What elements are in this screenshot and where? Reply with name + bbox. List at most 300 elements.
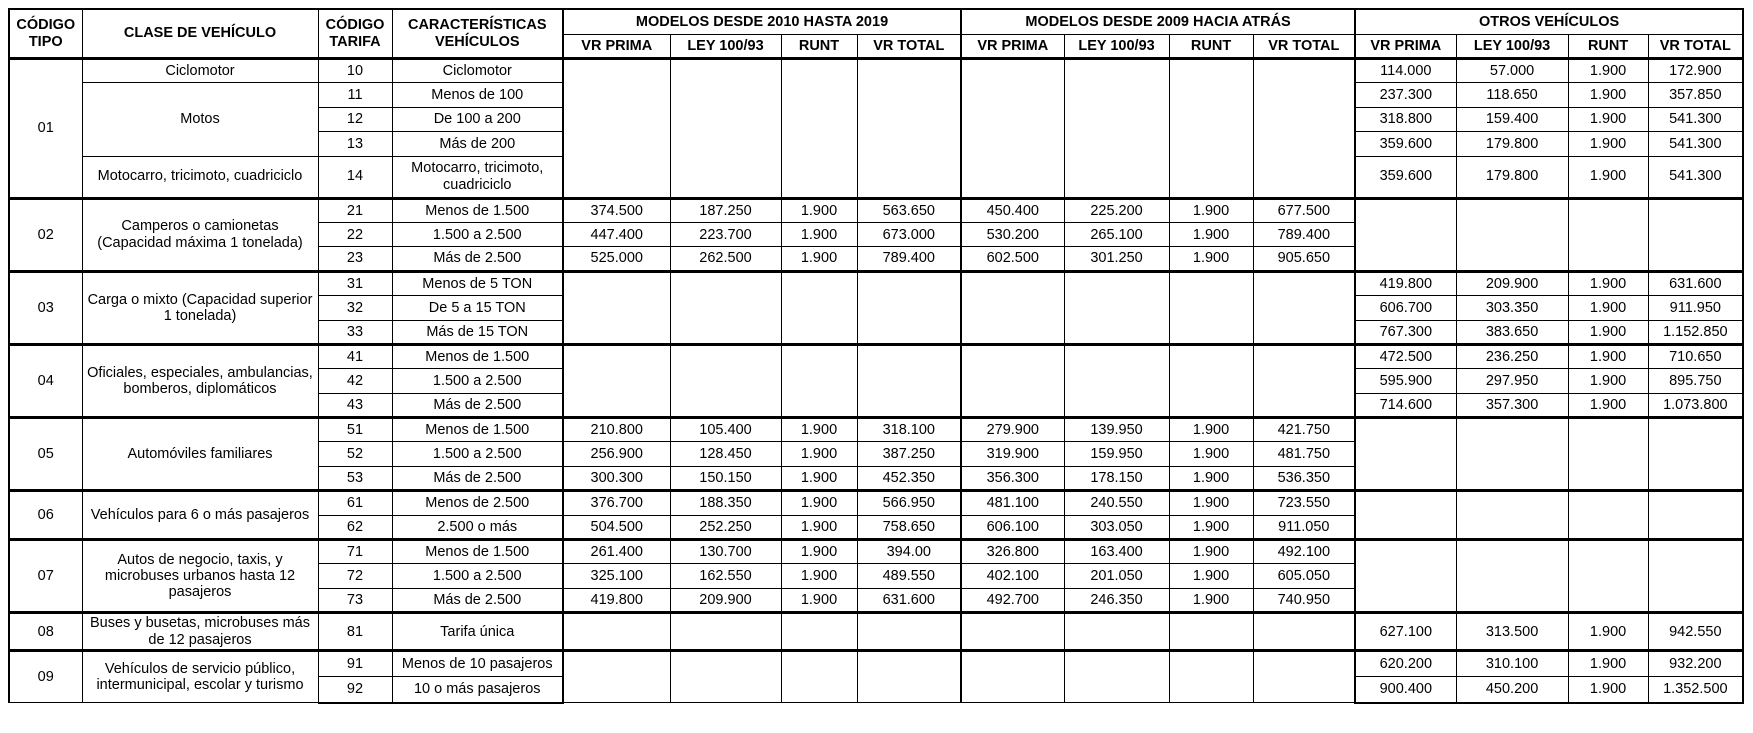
empty-2009-cell xyxy=(1064,613,1169,651)
caracteristica-cell: Menos de 1.500 xyxy=(392,344,563,368)
empty-2010-cell xyxy=(670,651,781,703)
codigo-tarifa-cell: 72 xyxy=(318,564,392,588)
value-otros-ley-100-93-cell: 159.400 xyxy=(1456,107,1568,131)
value-otros-ley-100-93-cell: 450.200 xyxy=(1456,677,1568,703)
empty-2009-cell xyxy=(1169,271,1253,344)
codigo-tarifa-cell: 22 xyxy=(318,222,392,246)
empty-2009-cell xyxy=(1169,613,1253,651)
caracteristica-cell: 1.500 a 2.500 xyxy=(392,564,563,588)
value-otros-vr-prima-cell: 767.300 xyxy=(1355,320,1456,344)
subheader-otros-ley-100-93: LEY 100/93 xyxy=(1456,35,1568,59)
value-otros-vr-prima-cell: 359.600 xyxy=(1355,132,1456,156)
value-otros-vr-total-cell: 541.300 xyxy=(1648,156,1743,198)
value-otros-vr-total-cell: 357.850 xyxy=(1648,83,1743,107)
empty-2010-cell xyxy=(857,613,961,651)
empty-2009-cell xyxy=(961,59,1064,199)
empty-2009-cell xyxy=(961,651,1064,703)
subheader-otros-runt: RUNT xyxy=(1568,35,1648,59)
codigo-tarifa-cell: 51 xyxy=(318,418,392,442)
header-group-otros: OTROS VEHÍCULOS xyxy=(1355,9,1743,35)
codigo-tarifa-cell: 61 xyxy=(318,491,392,515)
clase-vehiculo-cell: Vehículos para 6 o más pasajeros xyxy=(82,491,318,540)
value-2010-ley-100-93-cell: 128.450 xyxy=(670,442,781,466)
codigo-tarifa-cell: 32 xyxy=(318,296,392,320)
value-otros-ley-100-93-cell: 236.250 xyxy=(1456,344,1568,368)
value-2009-runt-cell: 1.900 xyxy=(1169,491,1253,515)
value-otros-runt-cell: 1.900 xyxy=(1568,156,1648,198)
value-2010-vr-prima-cell: 525.000 xyxy=(563,247,670,271)
caracteristica-cell: 1.500 a 2.500 xyxy=(392,222,563,246)
caracteristica-cell: Más de 2.500 xyxy=(392,588,563,612)
empty-2010-cell xyxy=(781,613,857,651)
codigo-tarifa-cell: 12 xyxy=(318,107,392,131)
empty-otros-cell xyxy=(1568,540,1648,613)
codigo-tarifa-cell: 43 xyxy=(318,393,392,417)
clase-vehiculo-cell: Camperos o camionetas (Capacidad máxima 1 tonelada) xyxy=(82,198,318,271)
value-otros-ley-100-93-cell: 118.650 xyxy=(1456,83,1568,107)
value-2010-runt-cell: 1.900 xyxy=(781,442,857,466)
value-otros-ley-100-93-cell: 179.800 xyxy=(1456,132,1568,156)
codigo-tarifa-cell: 21 xyxy=(318,198,392,222)
clase-vehiculo-cell: Carga o mixto (Capacidad superior 1 tonelada) xyxy=(82,271,318,344)
caracteristica-cell: Menos de 1.500 xyxy=(392,198,563,222)
value-otros-vr-total-cell: 895.750 xyxy=(1648,369,1743,393)
clase-vehiculo-cell: Vehículos de servicio público, intermunicipal, escolar y turismo xyxy=(82,651,318,703)
caracteristica-cell: De 100 a 200 xyxy=(392,107,563,131)
value-otros-vr-prima-cell: 714.600 xyxy=(1355,393,1456,417)
value-2010-ley-100-93-cell: 188.350 xyxy=(670,491,781,515)
value-2010-vr-total-cell: 789.400 xyxy=(857,247,961,271)
caracteristica-cell: Más de 2.500 xyxy=(392,466,563,490)
subheader-2009-runt: RUNT xyxy=(1169,35,1253,59)
codigo-tipo-cell: 05 xyxy=(9,418,82,491)
empty-otros-cell xyxy=(1456,418,1568,491)
clase-vehiculo-cell: Ciclomotor xyxy=(82,59,318,83)
value-2010-vr-total-cell: 673.000 xyxy=(857,222,961,246)
value-2009-runt-cell: 1.900 xyxy=(1169,564,1253,588)
header-clase-vehiculo: CLASE DE VEHÍCULO xyxy=(82,9,318,59)
value-otros-vr-prima-cell: 900.400 xyxy=(1355,677,1456,703)
value-otros-vr-total-cell: 1.152.850 xyxy=(1648,320,1743,344)
value-2010-ley-100-93-cell: 252.250 xyxy=(670,515,781,539)
value-otros-vr-total-cell: 631.600 xyxy=(1648,271,1743,295)
value-2009-ley-100-93-cell: 225.200 xyxy=(1064,198,1169,222)
empty-2010-cell xyxy=(857,651,961,703)
caracteristica-cell: Ciclomotor xyxy=(392,59,563,83)
codigo-tipo-cell: 01 xyxy=(9,59,82,199)
empty-2010-cell xyxy=(670,344,781,417)
subheader-2010-vr-prima: VR PRIMA xyxy=(563,35,670,59)
value-2009-vr-prima-cell: 319.900 xyxy=(961,442,1064,466)
empty-otros-cell xyxy=(1456,540,1568,613)
empty-2010-cell xyxy=(781,271,857,344)
empty-2009-cell xyxy=(961,613,1064,651)
caracteristica-cell: 1.500 a 2.500 xyxy=(392,442,563,466)
value-2009-vr-total-cell: 723.550 xyxy=(1253,491,1355,515)
value-2009-vr-total-cell: 911.050 xyxy=(1253,515,1355,539)
value-otros-runt-cell: 1.900 xyxy=(1568,320,1648,344)
clase-vehiculo-cell: Automóviles familiares xyxy=(82,418,318,491)
value-otros-ley-100-93-cell: 297.950 xyxy=(1456,369,1568,393)
caracteristica-cell: Menos de 100 xyxy=(392,83,563,107)
empty-2009-cell xyxy=(1169,651,1253,703)
caracteristica-cell: 10 o más pasajeros xyxy=(392,677,563,703)
value-otros-runt-cell: 1.900 xyxy=(1568,59,1648,83)
value-2009-runt-cell: 1.900 xyxy=(1169,466,1253,490)
value-otros-vr-total-cell: 911.950 xyxy=(1648,296,1743,320)
clase-vehiculo-cell: Autos de negocio, taxis, y microbuses urbanos hasta 12 pasajeros xyxy=(82,540,318,613)
table-row xyxy=(9,59,1743,83)
codigo-tarifa-cell: 41 xyxy=(318,344,392,368)
empty-2009-cell xyxy=(1064,59,1169,199)
empty-otros-cell xyxy=(1648,491,1743,540)
codigo-tarifa-cell: 52 xyxy=(318,442,392,466)
empty-2009-cell xyxy=(1064,271,1169,344)
value-otros-ley-100-93-cell: 303.350 xyxy=(1456,296,1568,320)
value-2009-vr-prima-cell: 530.200 xyxy=(961,222,1064,246)
value-otros-vr-total-cell: 932.200 xyxy=(1648,651,1743,677)
value-2009-vr-total-cell: 481.750 xyxy=(1253,442,1355,466)
empty-2010-cell xyxy=(781,651,857,703)
empty-2010-cell xyxy=(563,613,670,651)
subheader-2009-vr-total: VR TOTAL xyxy=(1253,35,1355,59)
table-row xyxy=(9,651,1743,677)
value-2009-vr-prima-cell: 279.900 xyxy=(961,418,1064,442)
value-otros-runt-cell: 1.900 xyxy=(1568,369,1648,393)
value-otros-ley-100-93-cell: 310.100 xyxy=(1456,651,1568,677)
value-2010-vr-total-cell: 758.650 xyxy=(857,515,961,539)
codigo-tipo-cell: 04 xyxy=(9,344,82,417)
codigo-tarifa-cell: 33 xyxy=(318,320,392,344)
value-2010-vr-prima-cell: 376.700 xyxy=(563,491,670,515)
value-2010-vr-prima-cell: 256.900 xyxy=(563,442,670,466)
codigo-tarifa-cell: 71 xyxy=(318,540,392,564)
value-2009-runt-cell: 1.900 xyxy=(1169,540,1253,564)
value-otros-vr-total-cell: 172.900 xyxy=(1648,59,1743,83)
empty-2010-cell xyxy=(857,271,961,344)
value-2010-runt-cell: 1.900 xyxy=(781,198,857,222)
value-otros-ley-100-93-cell: 313.500 xyxy=(1456,613,1568,651)
codigo-tarifa-cell: 13 xyxy=(318,132,392,156)
clase-vehiculo-cell: Oficiales, especiales, ambulancias, bomberos, diplomáticos xyxy=(82,344,318,417)
value-2009-vr-prima-cell: 481.100 xyxy=(961,491,1064,515)
value-2009-vr-prima-cell: 356.300 xyxy=(961,466,1064,490)
empty-2010-cell xyxy=(670,271,781,344)
subheader-otros-vr-prima: VR PRIMA xyxy=(1355,35,1456,59)
value-otros-vr-total-cell: 1.352.500 xyxy=(1648,677,1743,703)
caracteristica-cell: Menos de 1.500 xyxy=(392,418,563,442)
value-2010-ley-100-93-cell: 162.550 xyxy=(670,564,781,588)
value-2009-runt-cell: 1.900 xyxy=(1169,442,1253,466)
value-2010-ley-100-93-cell: 262.500 xyxy=(670,247,781,271)
caracteristica-cell: Menos de 5 TON xyxy=(392,271,563,295)
value-2010-runt-cell: 1.900 xyxy=(781,564,857,588)
value-otros-vr-total-cell: 1.073.800 xyxy=(1648,393,1743,417)
value-otros-ley-100-93-cell: 357.300 xyxy=(1456,393,1568,417)
value-2009-vr-total-cell: 789.400 xyxy=(1253,222,1355,246)
value-2010-vr-total-cell: 489.550 xyxy=(857,564,961,588)
value-2010-ley-100-93-cell: 105.400 xyxy=(670,418,781,442)
empty-otros-cell xyxy=(1355,198,1456,271)
value-2009-vr-total-cell: 677.500 xyxy=(1253,198,1355,222)
value-2010-runt-cell: 1.900 xyxy=(781,540,857,564)
caracteristica-cell: Menos de 2.500 xyxy=(392,491,563,515)
value-2009-ley-100-93-cell: 246.350 xyxy=(1064,588,1169,612)
value-2010-vr-prima-cell: 374.500 xyxy=(563,198,670,222)
empty-2009-cell xyxy=(1169,59,1253,199)
value-otros-vr-prima-cell: 318.800 xyxy=(1355,107,1456,131)
value-otros-vr-total-cell: 541.300 xyxy=(1648,107,1743,131)
empty-2010-cell xyxy=(670,613,781,651)
subheader-otros-vr-total: VR TOTAL xyxy=(1648,35,1743,59)
table-row xyxy=(9,198,1743,222)
header-codigo-tipo: CÓDIGO TIPO xyxy=(9,9,82,59)
empty-otros-cell xyxy=(1456,491,1568,540)
value-2010-ley-100-93-cell: 209.900 xyxy=(670,588,781,612)
subheader-2009-vr-prima: VR PRIMA xyxy=(961,35,1064,59)
value-2009-vr-total-cell: 740.950 xyxy=(1253,588,1355,612)
value-2009-vr-prima-cell: 492.700 xyxy=(961,588,1064,612)
empty-2010-cell xyxy=(563,651,670,703)
table-row xyxy=(9,540,1743,564)
value-otros-ley-100-93-cell: 209.900 xyxy=(1456,271,1568,295)
header-group-2009-atras: MODELOS DESDE 2009 HACIA ATRÁS xyxy=(961,9,1355,35)
value-otros-vr-prima-cell: 606.700 xyxy=(1355,296,1456,320)
caracteristica-cell: 2.500 o más xyxy=(392,515,563,539)
empty-2010-cell xyxy=(857,59,961,199)
value-2010-vr-prima-cell: 300.300 xyxy=(563,466,670,490)
value-otros-runt-cell: 1.900 xyxy=(1568,677,1648,703)
codigo-tarifa-cell: 11 xyxy=(318,83,392,107)
table-row xyxy=(9,613,1743,651)
empty-2009-cell xyxy=(1253,59,1355,199)
value-2009-runt-cell: 1.900 xyxy=(1169,247,1253,271)
clase-vehiculo-cell: Motos xyxy=(82,83,318,156)
header-caracteristicas: CARACTERÍSTICAS VEHÍCULOS xyxy=(392,9,563,59)
empty-2009-cell xyxy=(1064,651,1169,703)
value-2010-vr-total-cell: 631.600 xyxy=(857,588,961,612)
empty-2010-cell xyxy=(781,344,857,417)
value-otros-vr-prima-cell: 595.900 xyxy=(1355,369,1456,393)
codigo-tipo-cell: 08 xyxy=(9,613,82,651)
value-otros-vr-prima-cell: 472.500 xyxy=(1355,344,1456,368)
value-2010-vr-prima-cell: 447.400 xyxy=(563,222,670,246)
value-2010-vr-prima-cell: 261.400 xyxy=(563,540,670,564)
value-otros-runt-cell: 1.900 xyxy=(1568,613,1648,651)
empty-otros-cell xyxy=(1568,491,1648,540)
value-2009-vr-total-cell: 421.750 xyxy=(1253,418,1355,442)
clase-vehiculo-cell: Motocarro, tricimoto, cuadriciclo xyxy=(82,156,318,198)
value-2010-vr-total-cell: 563.650 xyxy=(857,198,961,222)
value-otros-runt-cell: 1.900 xyxy=(1568,83,1648,107)
value-otros-runt-cell: 1.900 xyxy=(1568,107,1648,131)
caracteristica-cell: Motocarro, tricimoto, cuadriciclo xyxy=(392,156,563,198)
caracteristica-cell: Más de 2.500 xyxy=(392,247,563,271)
value-2009-vr-prima-cell: 402.100 xyxy=(961,564,1064,588)
value-otros-vr-total-cell: 942.550 xyxy=(1648,613,1743,651)
codigo-tarifa-cell: 42 xyxy=(318,369,392,393)
value-otros-runt-cell: 1.900 xyxy=(1568,344,1648,368)
value-otros-runt-cell: 1.900 xyxy=(1568,651,1648,677)
caracteristica-cell: 1.500 a 2.500 xyxy=(392,369,563,393)
value-2010-ley-100-93-cell: 150.150 xyxy=(670,466,781,490)
value-otros-runt-cell: 1.900 xyxy=(1568,271,1648,295)
soat-tariff-table xyxy=(8,8,1744,704)
empty-otros-cell xyxy=(1456,198,1568,271)
subheader-2010-ley-100-93: LEY 100/93 xyxy=(670,35,781,59)
value-2010-runt-cell: 1.900 xyxy=(781,588,857,612)
value-2010-ley-100-93-cell: 130.700 xyxy=(670,540,781,564)
clase-vehiculo-cell: Buses y busetas, microbuses más de 12 pasajeros xyxy=(82,613,318,651)
empty-otros-cell xyxy=(1355,540,1456,613)
empty-2009-cell xyxy=(1253,651,1355,703)
value-2009-vr-prima-cell: 326.800 xyxy=(961,540,1064,564)
value-2009-runt-cell: 1.900 xyxy=(1169,198,1253,222)
value-2009-vr-prima-cell: 606.100 xyxy=(961,515,1064,539)
value-2010-runt-cell: 1.900 xyxy=(781,247,857,271)
codigo-tarifa-cell: 14 xyxy=(318,156,392,198)
value-2009-vr-prima-cell: 450.400 xyxy=(961,198,1064,222)
empty-otros-cell xyxy=(1568,198,1648,271)
caracteristica-cell: Más de 15 TON xyxy=(392,320,563,344)
empty-2010-cell xyxy=(563,59,670,199)
value-2009-ley-100-93-cell: 265.100 xyxy=(1064,222,1169,246)
empty-2009-cell xyxy=(1169,344,1253,417)
value-2009-ley-100-93-cell: 201.050 xyxy=(1064,564,1169,588)
table-row xyxy=(9,491,1743,515)
codigo-tarifa-cell: 31 xyxy=(318,271,392,295)
value-2010-vr-total-cell: 394.00 xyxy=(857,540,961,564)
codigo-tarifa-cell: 73 xyxy=(318,588,392,612)
value-otros-runt-cell: 1.900 xyxy=(1568,393,1648,417)
codigo-tarifa-cell: 62 xyxy=(318,515,392,539)
empty-2010-cell xyxy=(563,344,670,417)
value-2009-ley-100-93-cell: 303.050 xyxy=(1064,515,1169,539)
header-row-groups xyxy=(9,9,1743,35)
value-2010-runt-cell: 1.900 xyxy=(781,491,857,515)
value-otros-ley-100-93-cell: 179.800 xyxy=(1456,156,1568,198)
value-2010-vr-total-cell: 452.350 xyxy=(857,466,961,490)
caracteristica-cell: Más de 2.500 xyxy=(392,393,563,417)
value-2009-vr-total-cell: 492.100 xyxy=(1253,540,1355,564)
value-otros-vr-prima-cell: 359.600 xyxy=(1355,156,1456,198)
value-2010-vr-total-cell: 318.100 xyxy=(857,418,961,442)
value-otros-vr-prima-cell: 620.200 xyxy=(1355,651,1456,677)
value-2010-vr-prima-cell: 419.800 xyxy=(563,588,670,612)
caracteristica-cell: Tarifa única xyxy=(392,613,563,651)
value-2009-runt-cell: 1.900 xyxy=(1169,418,1253,442)
value-2010-vr-prima-cell: 504.500 xyxy=(563,515,670,539)
codigo-tarifa-cell: 91 xyxy=(318,651,392,677)
value-otros-vr-prima-cell: 419.800 xyxy=(1355,271,1456,295)
codigo-tipo-cell: 03 xyxy=(9,271,82,344)
value-2010-runt-cell: 1.900 xyxy=(781,222,857,246)
header-group-2010-2019: MODELOS DESDE 2010 HASTA 2019 xyxy=(563,9,961,35)
value-2009-runt-cell: 1.900 xyxy=(1169,588,1253,612)
value-otros-runt-cell: 1.900 xyxy=(1568,132,1648,156)
caracteristica-cell: Más de 200 xyxy=(392,132,563,156)
empty-otros-cell xyxy=(1355,418,1456,491)
value-2010-ley-100-93-cell: 187.250 xyxy=(670,198,781,222)
value-2009-ley-100-93-cell: 240.550 xyxy=(1064,491,1169,515)
empty-2009-cell xyxy=(961,344,1064,417)
value-2010-vr-prima-cell: 210.800 xyxy=(563,418,670,442)
codigo-tipo-cell: 06 xyxy=(9,491,82,540)
value-otros-ley-100-93-cell: 57.000 xyxy=(1456,59,1568,83)
value-2009-vr-total-cell: 536.350 xyxy=(1253,466,1355,490)
value-2009-runt-cell: 1.900 xyxy=(1169,222,1253,246)
empty-otros-cell xyxy=(1568,418,1648,491)
value-otros-runt-cell: 1.900 xyxy=(1568,296,1648,320)
empty-2009-cell xyxy=(1253,271,1355,344)
value-otros-vr-prima-cell: 627.100 xyxy=(1355,613,1456,651)
table-header xyxy=(9,9,1743,59)
value-otros-vr-prima-cell: 114.000 xyxy=(1355,59,1456,83)
value-otros-ley-100-93-cell: 383.650 xyxy=(1456,320,1568,344)
value-2009-runt-cell: 1.900 xyxy=(1169,515,1253,539)
codigo-tarifa-cell: 92 xyxy=(318,677,392,703)
empty-2010-cell xyxy=(670,59,781,199)
empty-2010-cell xyxy=(781,59,857,199)
codigo-tipo-cell: 07 xyxy=(9,540,82,613)
value-2010-vr-total-cell: 387.250 xyxy=(857,442,961,466)
value-2009-ley-100-93-cell: 163.400 xyxy=(1064,540,1169,564)
header-codigo-tarifa: CÓDIGO TARIFA xyxy=(318,9,392,59)
value-2009-vr-prima-cell: 602.500 xyxy=(961,247,1064,271)
table-row xyxy=(9,418,1743,442)
table-row xyxy=(9,271,1743,295)
caracteristica-cell: Menos de 1.500 xyxy=(392,540,563,564)
codigo-tarifa-cell: 23 xyxy=(318,247,392,271)
value-2010-vr-prima-cell: 325.100 xyxy=(563,564,670,588)
codigo-tarifa-cell: 81 xyxy=(318,613,392,651)
value-otros-vr-prima-cell: 237.300 xyxy=(1355,83,1456,107)
value-otros-vr-total-cell: 541.300 xyxy=(1648,132,1743,156)
table-body xyxy=(9,59,1743,703)
empty-otros-cell xyxy=(1648,198,1743,271)
codigo-tarifa-cell: 10 xyxy=(318,59,392,83)
empty-2010-cell xyxy=(563,271,670,344)
value-2009-ley-100-93-cell: 301.250 xyxy=(1064,247,1169,271)
value-2010-runt-cell: 1.900 xyxy=(781,515,857,539)
empty-otros-cell xyxy=(1648,540,1743,613)
table-row xyxy=(9,344,1743,368)
value-otros-vr-total-cell: 710.650 xyxy=(1648,344,1743,368)
caracteristica-cell: De 5 a 15 TON xyxy=(392,296,563,320)
codigo-tarifa-cell: 53 xyxy=(318,466,392,490)
value-2009-ley-100-93-cell: 139.950 xyxy=(1064,418,1169,442)
empty-2009-cell xyxy=(1253,344,1355,417)
empty-otros-cell xyxy=(1648,418,1743,491)
value-2009-vr-total-cell: 905.650 xyxy=(1253,247,1355,271)
value-2010-runt-cell: 1.900 xyxy=(781,418,857,442)
caracteristica-cell: Menos de 10 pasajeros xyxy=(392,651,563,677)
subheader-2009-ley-100-93: LEY 100/93 xyxy=(1064,35,1169,59)
value-2010-runt-cell: 1.900 xyxy=(781,466,857,490)
codigo-tipo-cell: 02 xyxy=(9,198,82,271)
value-2009-ley-100-93-cell: 178.150 xyxy=(1064,466,1169,490)
empty-2009-cell xyxy=(1253,613,1355,651)
empty-2009-cell xyxy=(1064,344,1169,417)
empty-2009-cell xyxy=(961,271,1064,344)
empty-otros-cell xyxy=(1355,491,1456,540)
value-2010-vr-total-cell: 566.950 xyxy=(857,491,961,515)
value-2009-ley-100-93-cell: 159.950 xyxy=(1064,442,1169,466)
value-2009-vr-total-cell: 605.050 xyxy=(1253,564,1355,588)
value-2010-ley-100-93-cell: 223.700 xyxy=(670,222,781,246)
soat-tariff-document xyxy=(8,8,1742,704)
empty-2010-cell xyxy=(857,344,961,417)
